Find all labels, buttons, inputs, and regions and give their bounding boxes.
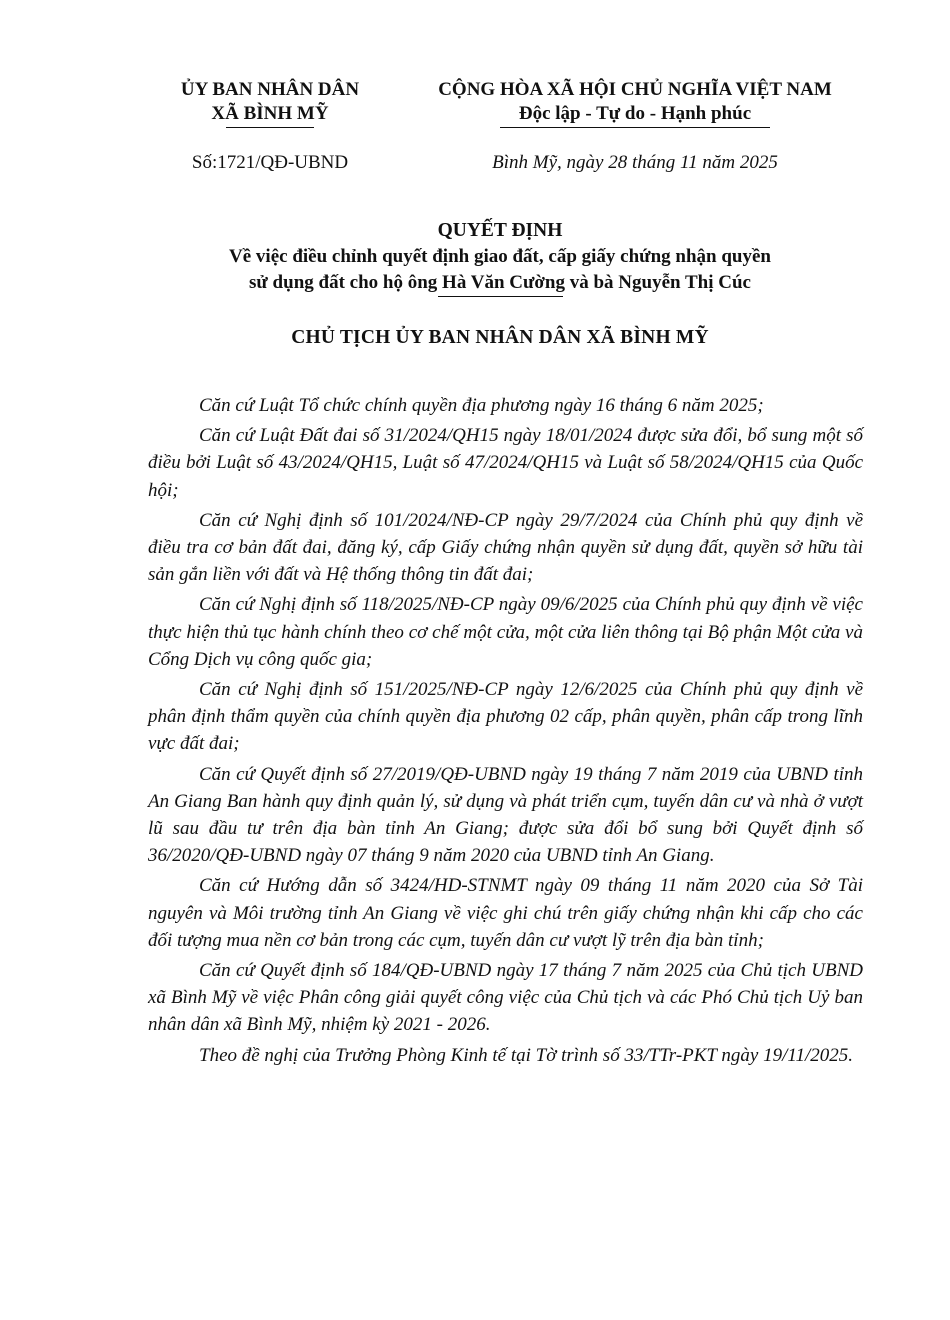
decision-heading: QUYẾT ĐỊNH — [437, 220, 563, 241]
subject-line-2: sử dụng đất cho hộ ông Hà Văn Cường và bà Nguyễn Thị Cúc — [249, 272, 751, 293]
agency-line-1: ỦY BAN NHÂN DÂN — [180, 79, 360, 100]
motto: Độc lập - Tự do - Hạnh phúc — [518, 103, 752, 124]
place-and-date: Bình Mỹ, ngày 28 tháng 11 năm 2025 — [492, 152, 778, 173]
country-name: CỘNG HÒA XÃ HỘI CHỦ NGHĨA VIỆT NAM — [438, 79, 832, 100]
agency-line-2: XÃ BÌNH MỸ — [211, 103, 329, 124]
subject-line-1: Về việc điều chỉnh quyết định giao đất, cấp giấy chứng nhận quyền — [229, 246, 771, 267]
legal-basis — [148, 392, 863, 1072]
document-number: Số:1721/QĐ-UBND — [191, 152, 349, 173]
issuing-authority: CHỦ TỊCH ỦY BAN NHÂN DÂN XÃ BÌNH MỸ — [291, 327, 709, 348]
basis-paragraph: Căn cứ Quyết định số 184/QĐ-UBND ngày 17 tháng 7 năm 2025 của Chủ tịch UBND xã Bình Mỹ về việc Phân công giải quyết công việc của Chủ tịch và các Phó Chủ tịch Uỷ ban nhân dân xã Bình Mỹ, nhiệm kỳ 2021 - 2026. — [148, 960, 863, 1036]
basis-paragraph: Căn cứ Luật Tổ chức chính quyền địa phương ngày 16 tháng 6 năm 2025; — [199, 395, 764, 416]
basis-paragraph: Căn cứ Luật Đất đai số 31/2024/QH15 ngày 18/01/2024 được sửa đổi, bổ sung một số điều bởi Luật số 43/2024/QH15, Luật số 47/2024/QH15 và Luật số 58/2024/QH15 của Quốc hội; — [148, 425, 863, 501]
document-title — [90, 218, 910, 297]
basis-paragraph: Căn cứ Nghị định số 151/2025/NĐ-CP ngày 12/6/2025 của Chính phủ quy định về phân định thẩm quyền của chính quyền địa phương 02 cấp, phân quyền, phân cấp trong lĩnh vực đất đai; — [148, 679, 863, 755]
title-underline — [438, 296, 563, 297]
basis-paragraph: Căn cứ Nghị định số 101/2024/NĐ-CP ngày 29/7/2024 của Chính phủ quy định về điều tra cơ bản đất đai, đăng ký, cấp Giấy chứng nhận quyền sử dụng đất, quyền sở hữu tài sản gắn liền với đất và Hệ thống thông tin đất đai; — [148, 509, 863, 586]
agency-underline — [226, 127, 314, 128]
basis-paragraph: Căn cứ Nghị định số 118/2025/NĐ-CP ngày 09/6/2025 của Chính phủ quy định về việc thực hiện thủ tục hành chính theo cơ chế một cửa, một cửa liên thông tại Bộ phận Một cửa và Cổng Dịch vụ công quốc gia; — [148, 594, 863, 670]
basis-paragraph: Căn cứ Hướng dẫn số 3424/HD-STNMT ngày 09 tháng 11 năm 2020 của Sở Tài nguyên và Môi trường tỉnh An Giang về việc ghi chú trên giấy chứng nhận khi cấp cho các đối tượng mua nền cơ bản trong các cụm, tuyến dân cư vượt lỹ trên địa bàn tỉnh; — [148, 875, 863, 951]
issuing-agency — [150, 78, 390, 128]
basis-paragraph: Căn cứ Quyết định số 27/2019/QĐ-UBND ngày 19 tháng 7 năm 2019 của UBND tỉnh An Giang Ban hành quy định quản lý, sử dụng và phát triển cụm, tuyến dân cư và nhà ở vượt lũ sau đầu tư trên địa bàn tỉnh An Giang; được sửa đổi bổ sung bởi Quyết định số 36/2020/QĐ-UBND ngày 07 tháng 9 năm 2020 của UBND tỉnh An Giang. — [148, 763, 863, 867]
proposal-paragraph: Theo đề nghị của Trưởng Phòng Kinh tế tại Tờ trình số 33/TTr-PKT ngày 19/11/2025. — [199, 1044, 853, 1066]
motto-underline — [500, 127, 770, 128]
national-motto — [400, 78, 870, 128]
